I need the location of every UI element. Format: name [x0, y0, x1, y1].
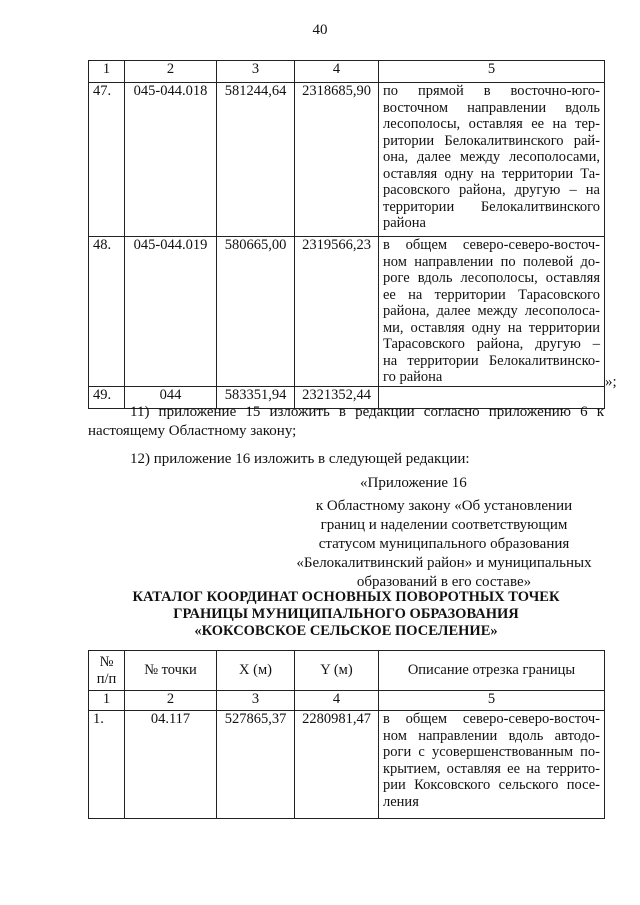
paragraph-11-cont: настоящему Областному закону; [88, 423, 297, 439]
y-coordinate: 2321352,44 [295, 386, 379, 408]
y-coordinate: 2318685,90 [295, 83, 379, 237]
y-coordinate: 2280981,47 [295, 711, 379, 819]
table-header-row [89, 61, 605, 83]
segment-description: по прямой в восточно-юго- восточном направлении вдоль лесополосы, оставляя ее на тер- ритории Белокалитвинского рай- она, далее между лесополосами, оставляя одну на территории Та- расовского района, другую – на территории Белокалитвинского района [379, 83, 605, 237]
row-number: 48. [89, 237, 125, 387]
index-cell: 2 [125, 691, 217, 711]
x-coordinate: 583351,94 [217, 386, 295, 408]
x-coordinate: 580665,00 [217, 237, 295, 387]
paragraph-line: 11) приложение 15 изложить в редакции согласно приложению 6 к [130, 404, 604, 420]
catalog-title: КАТАЛОГ КООРДИНАТ ОСНОВНЫХ ПОВОРОТНЫХ ТОЧЕК ГРАНИЦЫ МУНИЦИПАЛЬНОГО ОБРАЗОВАНИЯ «КОКСОВСКОЕ СЕЛЬСКОЕ ПОСЕЛЕНИЕ» [132, 589, 560, 639]
header-cell: 5 [379, 61, 605, 83]
segment-description: в общем северо-северо-восточ- ном направлении по полевой до- роге вдоль лесополосы, оставляя ее на территории Тарасовского района, далее между лесополоса- ми, оставляя одну на территории Тарасовского района, другую – на территории Белокалитвинско- го района [379, 237, 605, 387]
index-cell: 3 [217, 691, 295, 711]
index-cell: 4 [295, 691, 379, 711]
table-row [89, 83, 605, 237]
row-number: 47. [89, 83, 125, 237]
row-number: 49. [89, 386, 125, 408]
caption-line: к Областному закону «Об установлении [315, 498, 573, 514]
table-row [89, 711, 605, 819]
coordinates-table-continued [88, 60, 605, 409]
caption-line: «Белокалитвинский район» и муниципальных [296, 555, 592, 571]
header-cell: 2 [125, 61, 217, 83]
appendix-caption [284, 497, 604, 592]
caption-line: статусом муниципального образования [318, 536, 570, 552]
header-desc: Описание отрезка границы [379, 651, 605, 691]
index-cell: 1 [89, 691, 125, 711]
header-cell: 1 [89, 61, 125, 83]
index-row [89, 691, 605, 711]
caption-line: образований в его составе» [356, 574, 532, 590]
page-number: 40 [312, 22, 328, 38]
index-cell: 5 [379, 691, 605, 711]
header-point: № точки [125, 651, 217, 691]
header-x: X (м) [217, 651, 295, 691]
x-coordinate: 581244,64 [217, 83, 295, 237]
header-cell: 3 [217, 61, 295, 83]
appendix-title: «Приложение 16 [360, 475, 467, 491]
y-coordinate: 2319566,23 [295, 237, 379, 387]
caption-line: границ и наделении соответствующим [320, 517, 568, 533]
paragraph-11 [88, 403, 604, 422]
closing-quote: »; [605, 374, 617, 390]
row-number: 1. [89, 711, 125, 819]
header-y: Y (м) [295, 651, 379, 691]
table-row [89, 237, 605, 387]
coordinates-table [88, 650, 605, 819]
x-coordinate: 527865,37 [217, 711, 295, 819]
table-header-row [89, 651, 605, 691]
point-number: 04.117 [125, 711, 217, 819]
segment-description: в общем северо-северо-восточ- ном направлении вдоль автодо- роги с усовершенствованным по- крытием, оставляя ее на террито- рии Коксовского сельского посе- ления [379, 711, 605, 819]
header-num: № п/п [89, 651, 125, 691]
point-number: 044 [125, 386, 217, 408]
point-number: 045-044.019 [125, 237, 217, 387]
paragraph-12: 12) приложение 16 изложить в следующей редакции: [130, 451, 470, 467]
header-cell: 4 [295, 61, 379, 83]
point-number: 045-044.018 [125, 83, 217, 237]
